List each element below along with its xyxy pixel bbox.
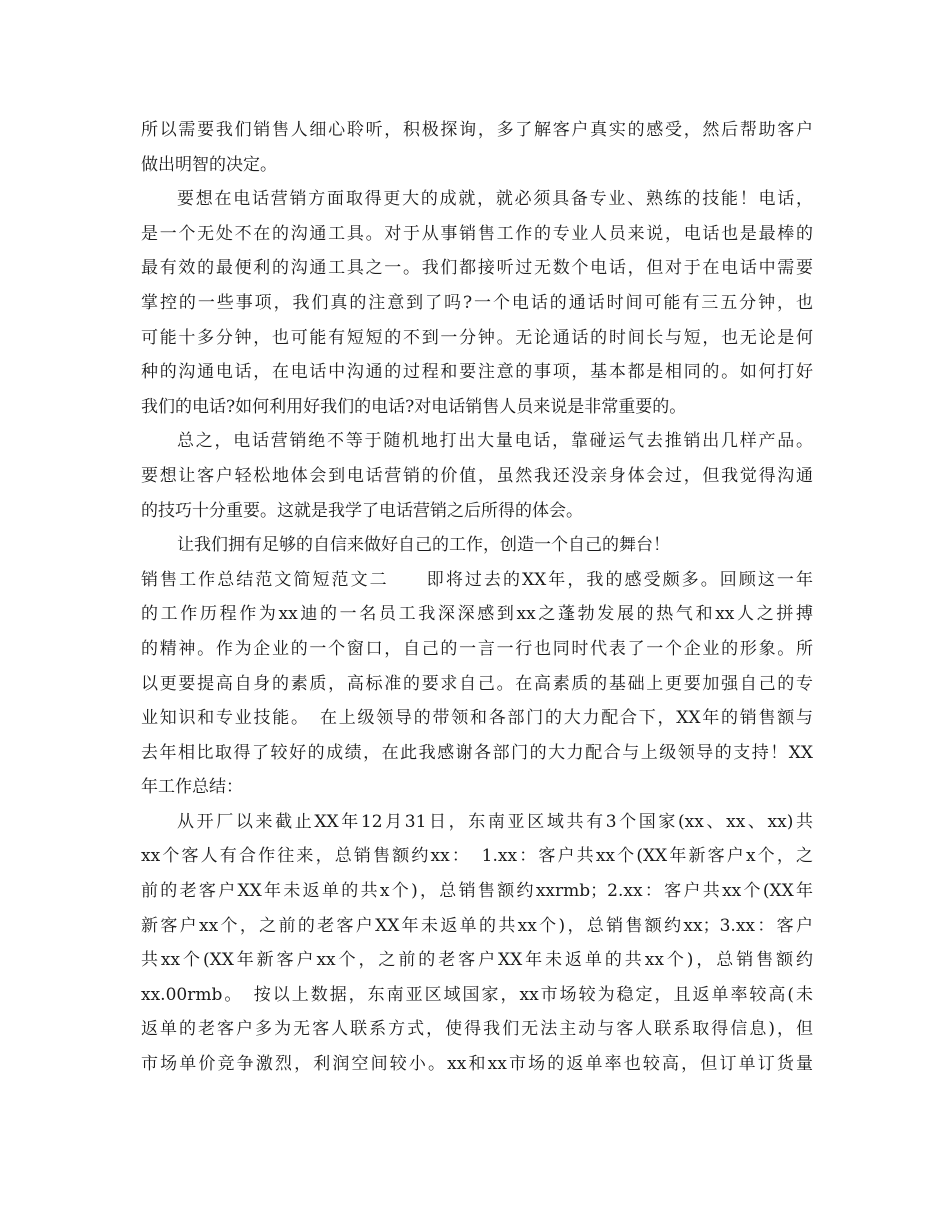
text-line: 的工作历程作为xx迪的一名员工我深深感到xx之蓬勃发展的热气和xx人之拼搏 bbox=[141, 604, 813, 625]
text-line: 掌控的一些事项，我们真的注意到了吗?一个电话的通话时间可能有三五分钟，也 bbox=[141, 292, 813, 313]
text-line: 前的老客户XX年未返单的共x个)，总销售额约xxrmb；2.xx：客户共xx个(XX年 bbox=[141, 881, 813, 902]
text-line: 从开厂以来截止XX年12月31日，东南亚区域共有3个国家(xx、xx、xx)共 bbox=[177, 811, 813, 832]
text-line: 是一个无处不在的沟通工具。对于从事销售工作的专业人员来说，电话也是最棒的 bbox=[141, 223, 813, 244]
text-line: 让我们拥有足够的自信来做好自己的工作，创造一个自己的舞台！ bbox=[177, 535, 670, 556]
text-line: 去年相比取得了较好的成绩，在此我感谢各部门的大力配合与上级领导的支持！XX bbox=[141, 742, 813, 763]
text-line: 总之，电话营销绝不等于随机地打出大量电话，靠碰运气去推销出几样产品。 bbox=[177, 431, 813, 452]
text-line: 做出明智的决定。 bbox=[141, 154, 277, 175]
text-line: 可能十多分钟，也可能有短短的不到一分钟。无论通话的时间长与短，也无论是何 bbox=[141, 327, 813, 348]
text-line: 最有效的最便利的沟通工具之一。我们都接听过无数个电话，但对于在电话中需要 bbox=[141, 258, 813, 279]
text-line: 新客户xx个，之前的老客户XX年未返单的共xx个)，总销售额约xx；3.xx：客户 bbox=[141, 915, 813, 936]
text-line: 市场单价竞争激烈，利润空间较小。xx和xx市场的返单率也较高，但订单订货量 bbox=[141, 1054, 813, 1075]
text-line: 返单的老客户多为无客人联系方式，使得我们无法主动与客人联系取得信息)，但 bbox=[141, 1019, 813, 1040]
text-line: 我们的电话?如何利用好我们的电话?对电话销售人员来说是非常重要的。 bbox=[141, 396, 687, 417]
text-line: 种的沟通电话，在电话中沟通的过程和要注意的事项，基本都是相同的。如何打好 bbox=[141, 362, 813, 383]
text-line: 的精神。作为企业的一个窗口，自己的一言一行也同时代表了一个企业的形象。所 bbox=[141, 638, 813, 659]
text-line: 要想让客户轻松地体会到电话营销的价值，虽然我还没亲身体会过，但我觉得沟通 bbox=[141, 465, 813, 486]
text-line: 销售工作总结范文简短范文二 即将过去的XX年，我的感受颇多。回顾这一年 bbox=[141, 569, 813, 590]
text-line: 共xx个(XX年新客户xx个，之前的老客户XX年未返单的共xx个)，总销售额约 bbox=[141, 950, 813, 971]
text-line: 所以需要我们销售人细心聆听，积极探询，多了解客户真实的感受，然后帮助客户 bbox=[141, 120, 813, 140]
text-line: 的技巧十分重要。这就是我学了电话营销之后所得的体会。 bbox=[141, 500, 583, 521]
text-line: 业知识和专业技能。 在上级领导的带领和各部门的大力配合下，XX年的销售额与 bbox=[141, 708, 813, 729]
text-line: xx个客人有合作往来，总销售额约xx： 1.xx：客户共xx个(XX年新客户x个，之 bbox=[141, 846, 813, 867]
text-line: xx.00rmb。 按以上数据，东南亚区域国家，xx市场较为稳定，且返单率较高(未 bbox=[141, 984, 813, 1005]
text-line: 要想在电话营销方面取得更大的成就，就必须具备专业、熟练的技能！电话， bbox=[177, 189, 813, 210]
text-line: 以更要提高自身的素质，高标准的要求自己。在高素质的基础上更要加强自己的专 bbox=[141, 673, 813, 694]
text-line: 年工作总结： bbox=[141, 777, 243, 798]
document-body bbox=[141, 113, 813, 1082]
